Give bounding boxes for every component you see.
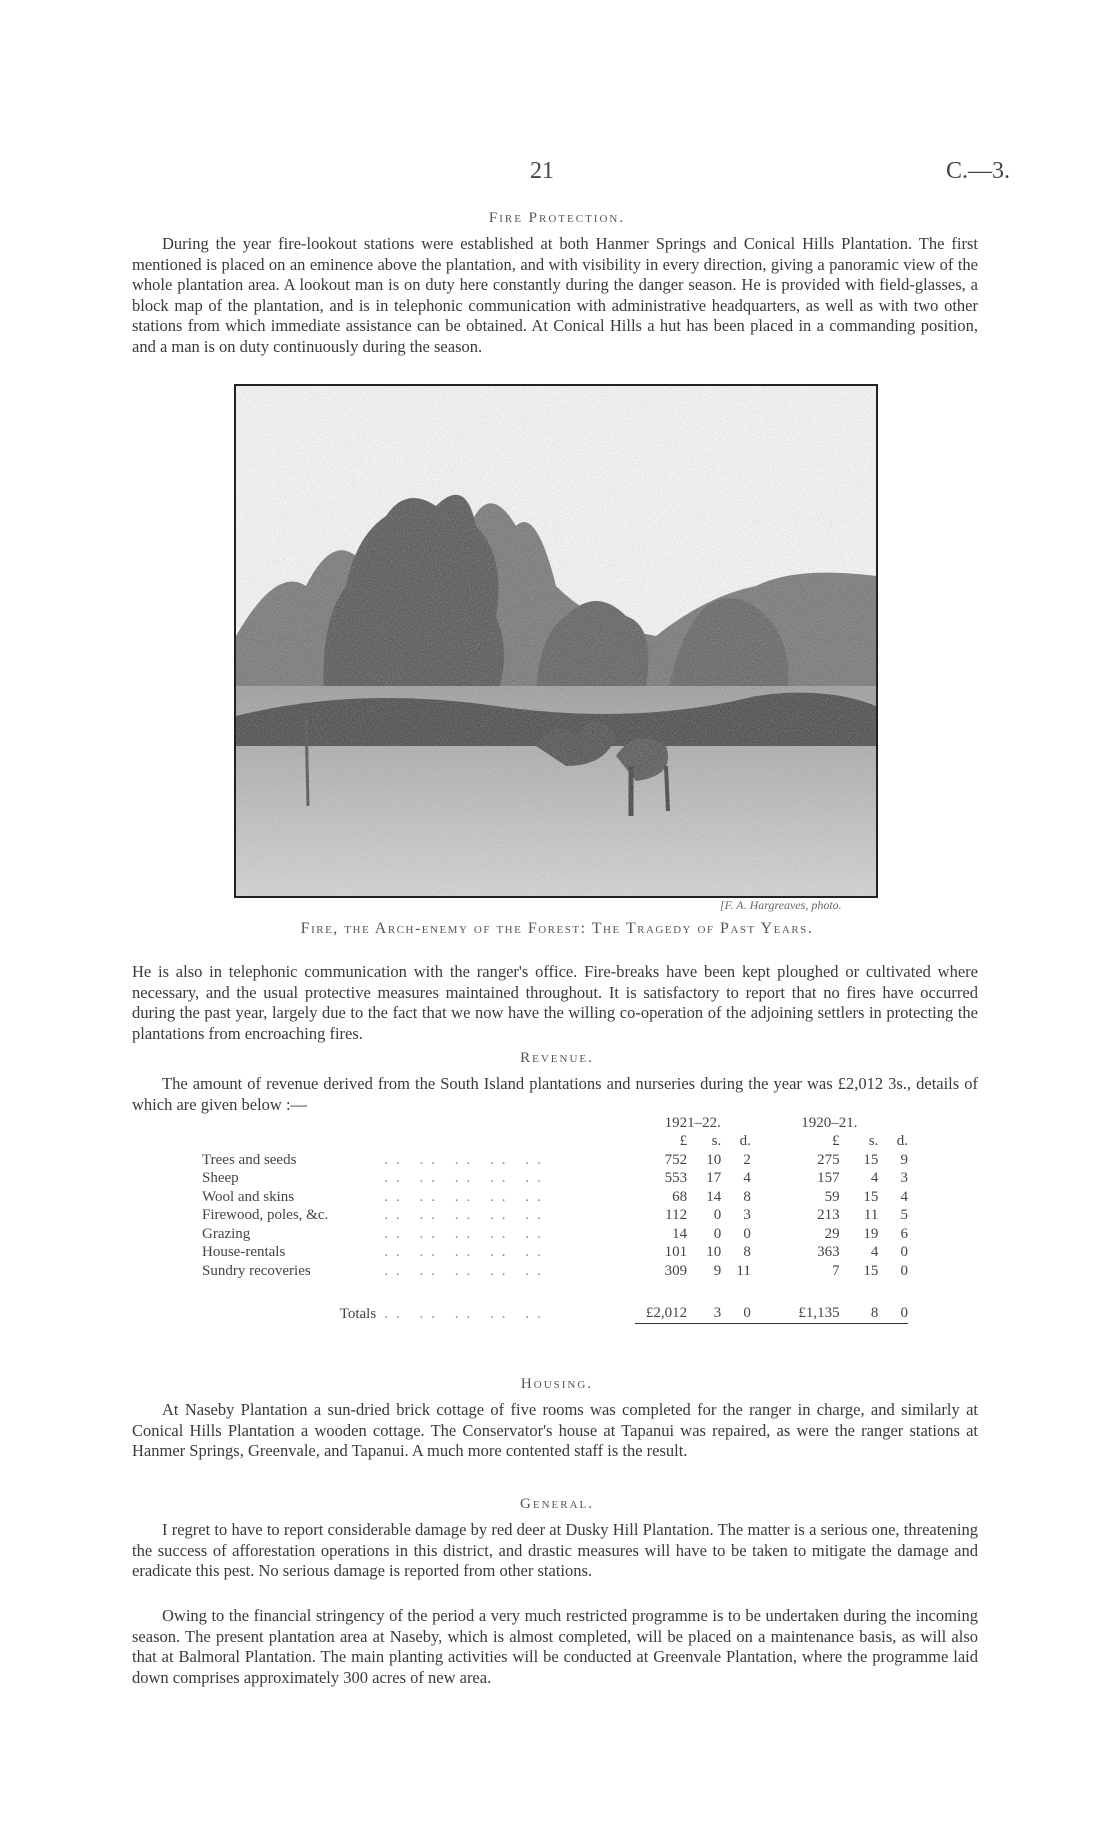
page-number: 21 — [530, 158, 554, 184]
cell-value: 8 — [743, 1188, 751, 1205]
cell-value: 10 — [706, 1151, 722, 1168]
cell-value: 10 — [706, 1244, 722, 1261]
row-label: Sheep — [202, 1170, 239, 1187]
cell-value: 275 — [817, 1151, 840, 1168]
cell-value: 0 — [900, 1244, 908, 1261]
revenue-table — [202, 1114, 908, 1342]
cell-value: 14 — [706, 1188, 722, 1205]
document-code: C.—3. — [946, 158, 1011, 184]
table-units-row — [202, 1133, 908, 1152]
cell-value: 0 — [743, 1225, 751, 1242]
cell-value: 17 — [706, 1170, 722, 1187]
table-totals-row: Totals .. .. .. .. .. £2,012 3 0 £1,135 8 0 — [202, 1305, 908, 1324]
total-value: £1,135 — [798, 1305, 840, 1322]
column-year-1920-21: 1920–21. — [801, 1114, 858, 1131]
cell-value: 14 — [672, 1225, 688, 1242]
cell-value: 7 — [832, 1262, 840, 1279]
row-label: Sundry recoveries — [202, 1262, 311, 1279]
cell-value: 363 — [817, 1244, 840, 1261]
cell-value: 8 — [743, 1244, 751, 1261]
row-label: Firewood, poles, &c. — [202, 1207, 329, 1224]
unit-pounds: £ — [679, 1133, 688, 1150]
total-value: £2,012 — [645, 1305, 688, 1322]
cell-value: 59 — [824, 1188, 840, 1205]
table-row: Firewood, poles, &c. .. .. .. .. .. 112 0 3 213 11 5 — [202, 1207, 908, 1224]
cell-value: 9 — [713, 1262, 722, 1279]
fire-protection-continued-paragraph: He is also in telephonic communication with the ranger's office. Fire-breaks have been kept ploughed or cultivated where necessary, and the usual protective measures maintained throughout. It is satisfactory to report that no fires have occurred during the past year, largely due to the fact that we now have the willing co-operation of the adjoining settlers in protecting the plantations from encroaching fires. — [132, 962, 978, 1043]
table-rule-row — [202, 1324, 908, 1343]
row-label: Grazing — [202, 1225, 251, 1242]
table-row: Sheep .. .. .. .. .. 553 17 4 157 4 3 — [202, 1170, 908, 1187]
table-spacer-row — [202, 1281, 908, 1305]
cell-value: 309 — [664, 1262, 688, 1279]
cell-value: 11 — [736, 1262, 751, 1279]
unit-shillings: s. — [868, 1133, 879, 1150]
unit-pence: d. — [896, 1133, 908, 1150]
cell-value: 11 — [863, 1207, 879, 1224]
cell-value: 112 — [665, 1207, 688, 1224]
totals-rule — [751, 1324, 908, 1343]
unit-pence: d. — [739, 1133, 751, 1150]
general-paragraph-2: Owing to the financial stringency of the period a very much restricted programme is to be undertaken during the incoming season. The present plantation area at Naseby, which is almost completed, will be placed on a maintenance basis, as will also that at Balmoral Plantation. The main planting activities will be conducted at Greenvale Plantation, where the programme laid down comprises approximately 300 acres of new area. — [132, 1606, 978, 1687]
section-heading-revenue: Revenue. — [520, 1050, 594, 1066]
cell-value: 3 — [900, 1170, 908, 1187]
row-label: House-rentals — [202, 1244, 286, 1261]
cell-value: 4 — [900, 1188, 908, 1205]
cell-value: 2 — [743, 1151, 751, 1168]
cell-value: 0 — [713, 1207, 722, 1224]
cell-value: 29 — [824, 1225, 840, 1242]
general-paragraph-1: I regret to have to report considerable damage by red deer at Dusky Hill Plantation. The matter is a serious one, threatening the success of afforestation operations in this district, and drastic measures will have to be taken to mitigate the damage and eradicate this pest. No serious damage is reported from other stations. — [132, 1520, 978, 1580]
cell-value: 5 — [900, 1207, 908, 1224]
cell-value: 752 — [664, 1151, 688, 1168]
section-heading-general: General. — [520, 1496, 594, 1512]
cell-value: 213 — [817, 1207, 840, 1224]
housing-paragraph: At Naseby Plantation a sun-dried brick cottage of five rooms was completed for the ranger in charge, and similarly at Conical Hills Plantation a wooden cottage. The Conservator's house at Tapanui was repaired, as were the ranger stations at Hanmer Springs, Greenvale, and Tapanui. A much more contented staff is the result. — [132, 1400, 978, 1460]
totals-rule — [635, 1324, 751, 1343]
total-value: 0 — [743, 1305, 751, 1322]
cell-value: 19 — [863, 1225, 879, 1242]
cell-value: 157 — [817, 1170, 840, 1187]
section-heading-fire-protection: Fire Protection. — [488, 210, 626, 226]
cell-value: 553 — [664, 1170, 688, 1187]
table-row: Grazing .. .. .. .. .. 14 0 0 29 19 6 — [202, 1225, 908, 1242]
cell-value: 15 — [863, 1151, 879, 1168]
row-label: Wool and skins — [202, 1188, 295, 1205]
unit-pounds: £ — [832, 1133, 840, 1150]
cell-value: 0 — [900, 1262, 908, 1279]
table-year-header-row — [202, 1114, 908, 1133]
column-year-1921-22: 1921–22. — [664, 1114, 721, 1131]
photo-credit: [F. A. Hargreaves, photo. — [720, 898, 842, 912]
cell-value: 101 — [664, 1244, 688, 1261]
unit-shillings: s. — [711, 1133, 722, 1150]
cell-value: 4 — [870, 1244, 879, 1261]
table-row: Trees and seeds .. .. .. .. .. 752 10 2 275 15 9 — [202, 1151, 908, 1168]
table-row: Sundry recoveries .. .. .. .. .. 309 9 11 7 15 0 — [202, 1262, 908, 1279]
forest-photograph — [234, 384, 878, 898]
photo-caption: Fire, the Arch-enemy of the Forest: The Tragedy of Past Years. — [300, 920, 814, 937]
totals-label: Totals — [339, 1305, 377, 1322]
cell-value: 3 — [743, 1207, 751, 1224]
section-heading-housing: Housing. — [520, 1376, 594, 1392]
cell-value: 0 — [713, 1225, 722, 1242]
cell-value: 4 — [870, 1170, 879, 1187]
forest-photo-image — [236, 386, 876, 896]
fire-protection-paragraph: During the year fire-lookout stations were established at both Hanmer Springs and Conical Hills Plantation. The first mentioned is placed on an eminence above the plantation, and with visibility in every direction, giving a panoramic view of the whole plantation area. A lookout man is on duty here constantly during the danger season. He is provided with field-glasses, a block map of the plantation, and is in telephonic communication with administrative headquarters, as well as with two other stations from which immediate assistance can be obtained. At Conical Hills a hut has been placed in a commanding position, and a man is on duty continuously during the season. — [132, 234, 978, 356]
cell-value: 9 — [900, 1151, 908, 1168]
total-value: 8 — [870, 1305, 879, 1322]
table-row: Wool and skins .. .. .. .. .. 68 14 8 59 15 4 — [202, 1188, 908, 1205]
cell-value: 68 — [672, 1188, 688, 1205]
cell-value: 6 — [900, 1225, 908, 1242]
total-value: 3 — [713, 1305, 722, 1322]
cell-value: 4 — [743, 1170, 751, 1187]
cell-value: 15 — [863, 1262, 879, 1279]
total-value: 0 — [900, 1305, 908, 1322]
row-label: Trees and seeds — [202, 1151, 297, 1168]
table-row: House-rentals .. .. .. .. .. 101 10 8 363 4 0 — [202, 1244, 908, 1261]
cell-value: 15 — [863, 1188, 879, 1205]
revenue-paragraph: The amount of revenue derived from the South Island plantations and nurseries during the year was £2,012 3s., details of which are given below :— — [132, 1074, 978, 1114]
